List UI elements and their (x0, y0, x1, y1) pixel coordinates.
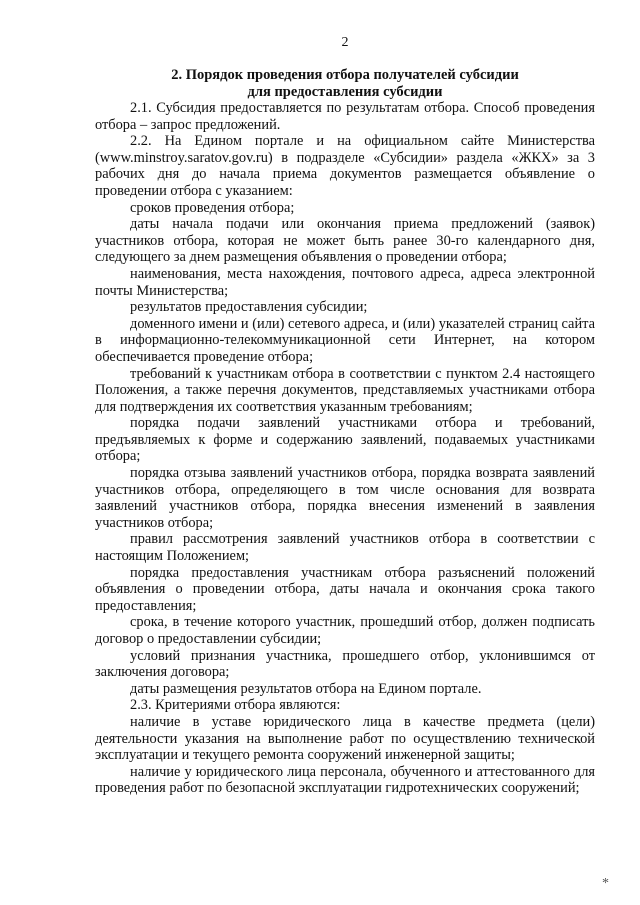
paragraph: наличие в уставе юридического лица в качестве предмета (цели) деятельности указания на выполнение работ по осуществлению технической эксплуатации и текущего ремонта сооружений инженерной защиты; (95, 713, 595, 764)
paragraph: 2.3. Критериями отбора являются: (130, 697, 341, 714)
section-title-line1: 2. Порядок проведения отбора получателей субсидии (171, 67, 519, 83)
page-number: 2 (341, 35, 349, 50)
paragraph: требований к участникам отбора в соответствии с пунктом 2.4 настоящего Положения, а также перечня документов, представляемых участниками отбора для подтверждения их соответствия указанным требованиям; (95, 365, 595, 415)
paragraph: даты размещения результатов отбора на Едином портале. (130, 680, 482, 697)
paragraph: 2.2. На Едином портале и на официальном сайте Министерства (www.minstroy.saratov.gov.ru) в подразделе «Субсидии» раздела «ЖКХ» за 3 рабочих дня до начала приема документов размещается объявление о проведении отбора с указанием: (95, 133, 595, 199)
paragraph: доменного имени и (или) сетевого адреса, и (или) указателей страниц сайта в информационно-телекоммуникационной сети Интернет, на котором обеспечивается проведение отбора; (95, 315, 595, 365)
paragraph: срока, в течение которого участник, прошедший отбор, должен подписать договор о предоставлении субсидии; (95, 614, 595, 647)
section-title (95, 67, 595, 100)
paragraph: порядка отзыва заявлений участников отбора, порядка возврата заявлений участников отбора, определяющего в том числе основания для возврата заявлений участников отбора, порядка внесения изменений в заявления участников отбора; (95, 465, 595, 531)
section-title-line2: для предоставления субсидии (247, 83, 443, 100)
document-body (95, 100, 595, 797)
paragraph: даты начала подачи или окончания приема предложений (заявок) участников отбора, которая не может быть ранее 30-го календарного дня, следующего за днем размещения объявления о проведении отбора; (95, 216, 595, 266)
paragraph: наличие у юридического лица персонала, обученного и аттестованного для проведения работ по безопасной эксплуатации гидротехнических сооружений; (95, 763, 595, 797)
paragraph: сроков проведения отбора; (130, 199, 295, 216)
paragraph: наименования, места нахождения, почтового адреса, адреса электронной почты Министерства; (95, 265, 595, 299)
paragraph: 2.1. Субсидия предоставляется по результатам отбора. Способ проведения отбора – запрос предложений. (95, 100, 595, 133)
paragraph: условий признания участника, прошедшего отбор, уклонившимся от заключения договора; (95, 647, 595, 681)
paragraph: результатов предоставления субсидии; (130, 299, 368, 316)
corner-mark: * (602, 876, 609, 891)
paragraph: порядка подачи заявлений участниками отбора и требований, предъявляемых к форме и содержанию заявлений, подаваемых участниками отбора; (95, 415, 595, 465)
document-page (95, 35, 595, 797)
paragraph: порядка предоставления участникам отбора разъяснений положений объявления о проведении отбора, даты начала и окончания срока такого предоставления; (95, 564, 595, 614)
paragraph: правил рассмотрения заявлений участников отбора в соответствии с настоящим Положением; (95, 531, 595, 565)
